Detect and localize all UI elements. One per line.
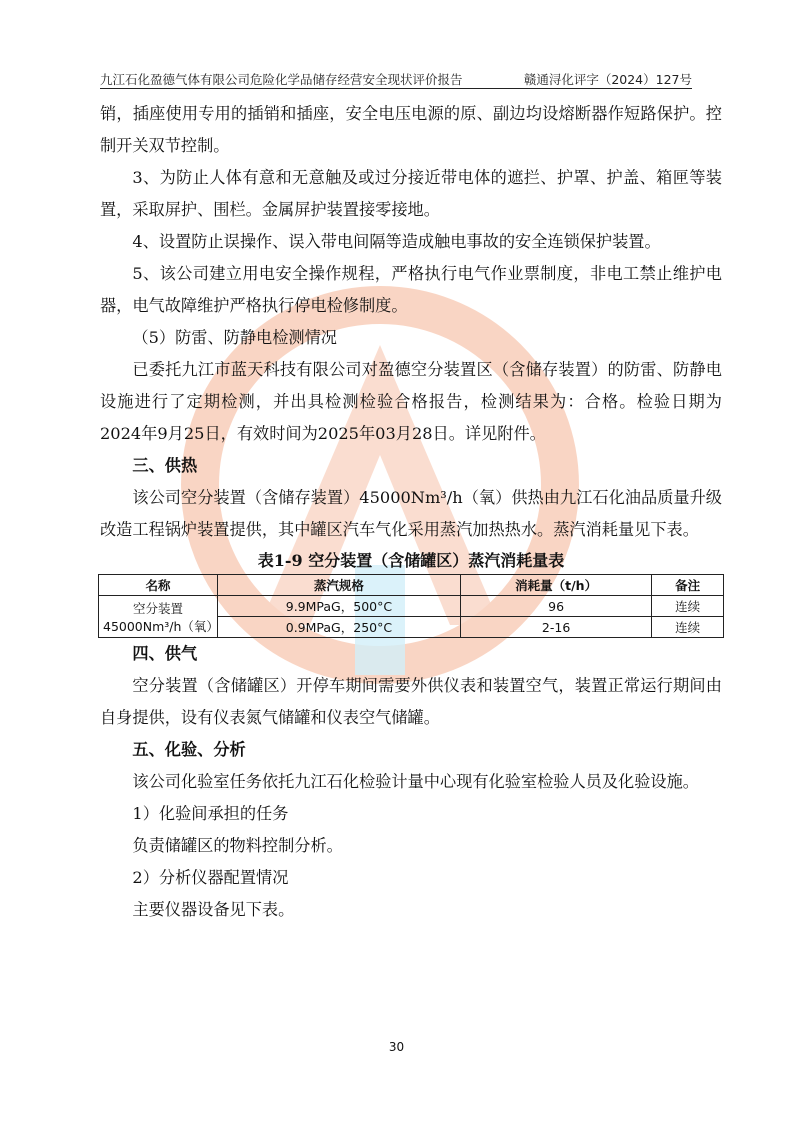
table-cell-note: 连续 xyxy=(652,617,724,638)
paragraph-lab: 该公司化验室任务依托九江石化检验计量中心现有化验室检验人员及化验设施。 xyxy=(132,772,699,791)
table-cell-spec: 0.9MPaG，250°C xyxy=(218,617,461,638)
page-header xyxy=(100,68,692,89)
table-cell-note: 连续 xyxy=(652,596,724,617)
table-caption: 表1-9 空分装置（含储罐区）蒸汽消耗量表 xyxy=(257,551,565,570)
page-number: 30 xyxy=(388,1040,405,1054)
table-header-cell: 蒸汽规格 xyxy=(218,575,461,596)
paragraph-2: 3、为防止人体有意和无意触及或过分接近带电体的遮拦、护罩、护盖、箱匣等装置，采取屏护、围栏。金属屏护装置接零接地。 xyxy=(100,168,722,219)
paragraph-lab-tasks: 负责储罐区的物料控制分析。 xyxy=(132,836,343,855)
table-cell-consumption: 2-16 xyxy=(460,617,652,638)
header-report-title: 九江石化盈德气体有限公司危险化学品储存经营安全现状评价报告 xyxy=(100,72,463,87)
section-heading-lab: 五、化验、分析 xyxy=(132,740,246,759)
paragraph-gas: 空分装置（含储罐区）开停车期间需要外供仪表和装置空气，装置正常运行期间由自身提供，设有仪表氮气储罐和仪表空气储罐。 xyxy=(100,676,722,727)
paragraph-instruments: 主要仪器设备见下表。 xyxy=(132,900,295,919)
table-cell-spec: 9.9MPaG，500°C xyxy=(218,596,461,617)
paragraph-heat: 该公司空分装置（含储存装置）45000Nm³/h（氧）供热由九江石化油品质量升级改造工程锅炉装置提供，其中罐区汽车气化采用蒸汽加热热水。蒸汽消耗量见下表。 xyxy=(100,488,722,539)
table-row xyxy=(99,596,724,617)
steam-consumption-table xyxy=(98,574,724,638)
paragraph-3: 4、设置防止误操作、误入带电间隔等造成触电事故的安全连锁保护装置。 xyxy=(132,232,661,251)
subheading-lab-tasks: 1）化验间承担的任务 xyxy=(132,804,289,823)
table-header-cell: 名称 xyxy=(99,575,218,596)
section-heading-heat: 三、供热 xyxy=(132,456,198,475)
table-cell-name: 空分装置45000Nm³/h（氧） xyxy=(99,596,218,638)
paragraph-lightning-detail: 已委托九江市蓝天科技有限公司对盈德空分装置区（含储存装置）的防雷、防静电设施进行了定期检测，并出具检测检验合格报告，检测结果为：合格。检验日期为2024年9月25日，有效时间为2025年03月28日。详见附件。 xyxy=(100,360,722,443)
table-header-cell: 备注 xyxy=(652,575,724,596)
table-header-cell: 消耗量（t/h） xyxy=(460,575,652,596)
table-header-row xyxy=(99,575,724,596)
table-cell-consumption: 96 xyxy=(460,596,652,617)
section-heading-gas: 四、供气 xyxy=(132,644,198,663)
subheading-instruments: 2）分析仪器配置情况 xyxy=(132,868,289,887)
paragraph-1: 销，插座使用专用的插销和插座，安全电压电源的原、副边均设熔断器作短路保护。控制开关双节控制。 xyxy=(100,104,722,155)
paragraph-4: 5、该公司建立用电安全操作规程，严格执行电气作业票制度，非电工禁止维护电器，电气故障维护严格执行停电检修制度。 xyxy=(100,264,722,315)
subheading-lightning: （5）防雷、防静电检测情况 xyxy=(132,328,337,347)
header-report-number: 赣通浔化评字（2024）127号 xyxy=(523,72,692,87)
document-body xyxy=(100,98,722,926)
